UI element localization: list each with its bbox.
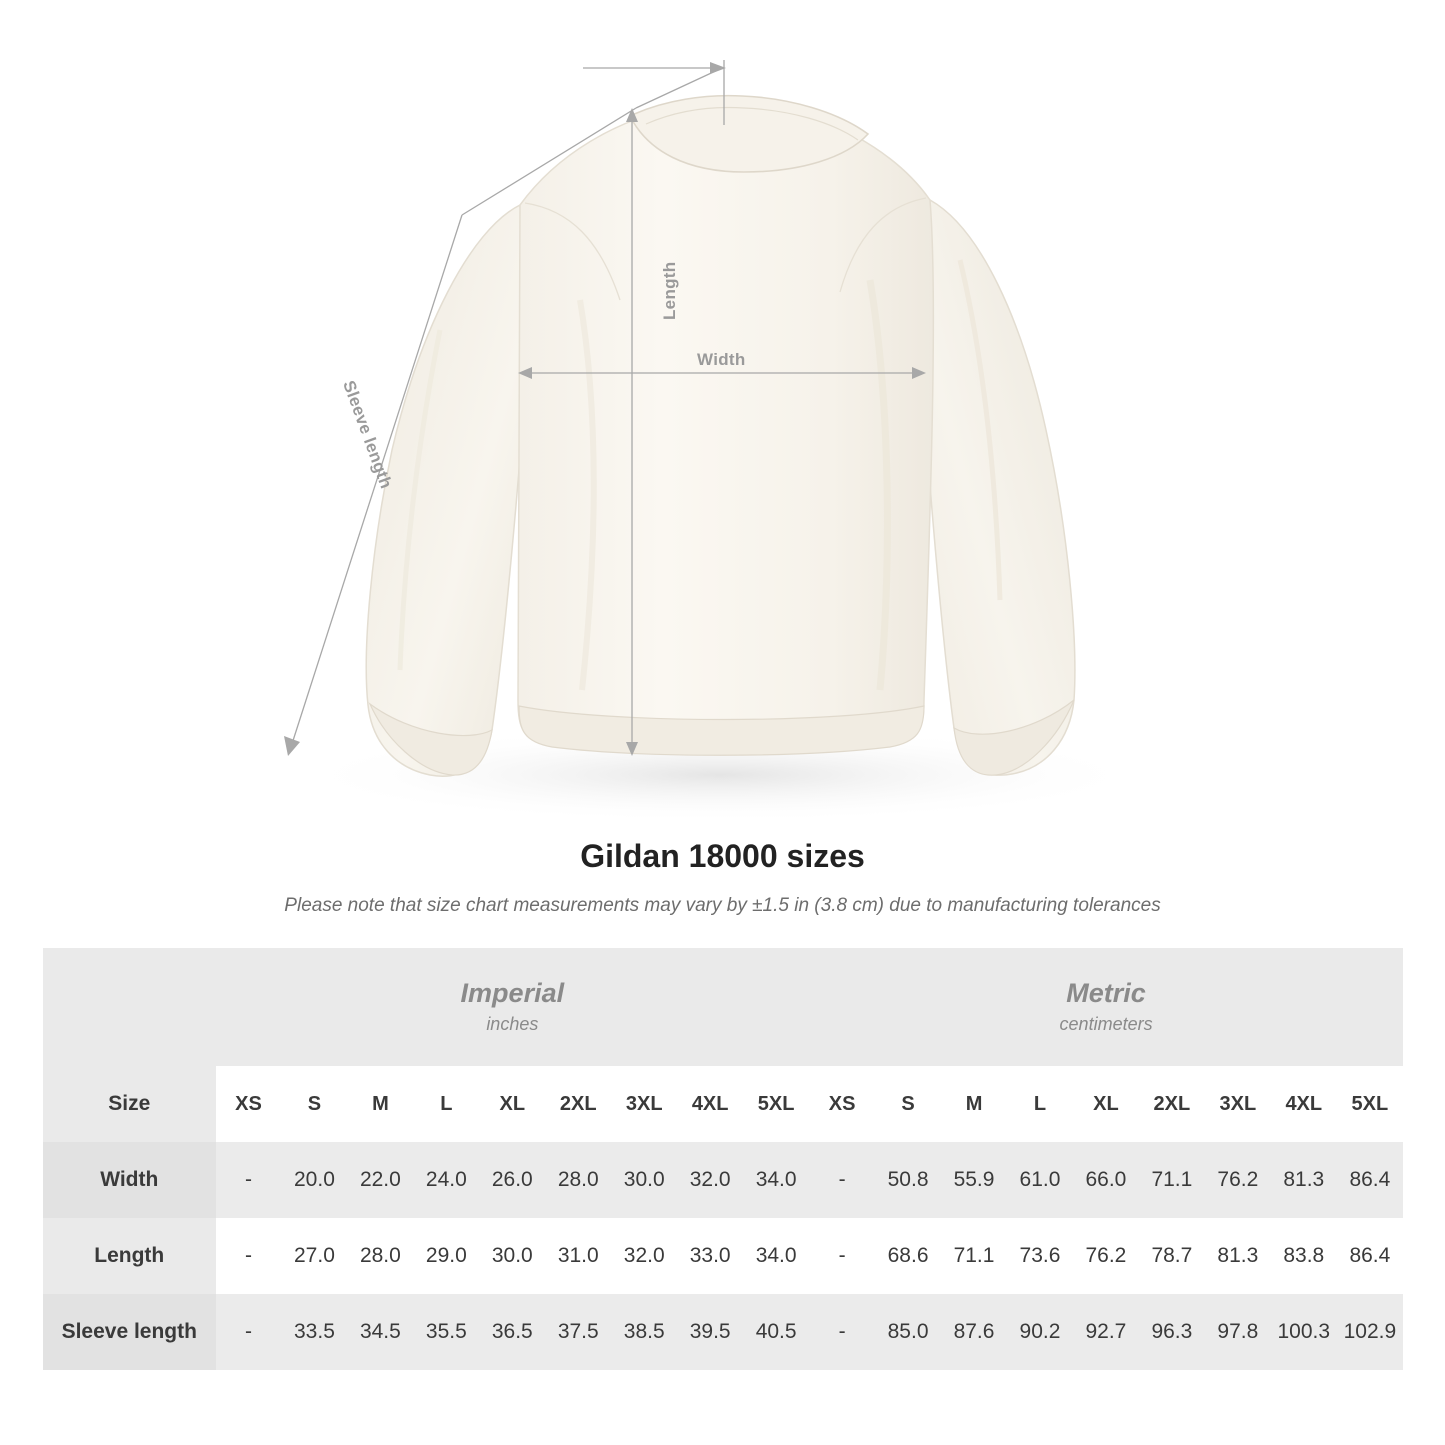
length-imp-7: 33.0 <box>677 1218 743 1294</box>
width-imp-5: 28.0 <box>545 1142 611 1218</box>
width-imp-8: 34.0 <box>743 1142 809 1218</box>
width-imp-4: 26.0 <box>479 1142 545 1218</box>
row-label-width: Width <box>43 1142 216 1218</box>
row-label-sleeve-length: Sleeve length <box>43 1294 216 1370</box>
sleeve-imp-4: 36.5 <box>479 1294 545 1370</box>
sleeve-met-6: 97.8 <box>1205 1294 1271 1370</box>
imperial-sub: inches <box>486 1014 539 1035</box>
sleeve-met-5: 96.3 <box>1139 1294 1205 1370</box>
sleeve-imp-3: 35.5 <box>413 1294 479 1370</box>
table-row-sleeve-length <box>43 1294 1403 1370</box>
width-imp-0: - <box>216 1142 282 1218</box>
sleeve-imp-8: 40.5 <box>743 1294 809 1370</box>
length-met-7: 83.8 <box>1271 1218 1337 1294</box>
size-met-7: 4XL <box>1271 1066 1337 1142</box>
size-chart-table <box>43 948 1403 1370</box>
width-dimension-label: Width <box>697 350 746 369</box>
sleeve-met-7: 100.3 <box>1271 1294 1337 1370</box>
sleeve-imp-6: 38.5 <box>611 1294 677 1370</box>
imperial-name: Imperial <box>460 977 565 1008</box>
size-met-4: XL <box>1073 1066 1139 1142</box>
sleeve-met-2: 87.6 <box>941 1294 1007 1370</box>
width-imp-3: 24.0 <box>413 1142 479 1218</box>
tolerance-note: Please note that size chart measurements may vary by ±1.5 in (3.8 cm) due to manufacturing tolerances <box>284 895 1161 916</box>
size-met-0: XS <box>809 1066 875 1142</box>
size-imp-1: S <box>281 1066 347 1142</box>
length-met-5: 78.7 <box>1139 1218 1205 1294</box>
size-met-8: 5XL <box>1337 1066 1403 1142</box>
width-met-8: 86.4 <box>1337 1142 1403 1218</box>
size-met-2: M <box>941 1066 1007 1142</box>
width-met-4: 66.0 <box>1073 1142 1139 1218</box>
size-imp-3: L <box>413 1066 479 1142</box>
sleeve-imp-5: 37.5 <box>545 1294 611 1370</box>
size-header-row <box>43 1066 1403 1142</box>
sleeve-imp-1: 33.5 <box>281 1294 347 1370</box>
table-row-length <box>43 1218 1403 1294</box>
sleeve-met-1: 85.0 <box>875 1294 941 1370</box>
sleeve-met-3: 90.2 <box>1007 1294 1073 1370</box>
length-met-8: 86.4 <box>1337 1218 1403 1294</box>
sleeve-met-4: 92.7 <box>1073 1294 1139 1370</box>
sleeve-imp-0: - <box>216 1294 282 1370</box>
size-met-5: 2XL <box>1139 1066 1205 1142</box>
sleeve-met-8: 102.9 <box>1337 1294 1403 1370</box>
width-met-1: 50.8 <box>875 1142 941 1218</box>
unit-header-row <box>43 948 1403 1066</box>
length-met-1: 68.6 <box>875 1218 941 1294</box>
sleeve-length-dimension-label: Sleeve length <box>339 378 396 492</box>
width-met-5: 71.1 <box>1139 1142 1205 1218</box>
sleeve-imp-7: 39.5 <box>677 1294 743 1370</box>
size-imp-2: M <box>347 1066 413 1142</box>
size-imp-4: XL <box>479 1066 545 1142</box>
size-imp-6: 3XL <box>611 1066 677 1142</box>
length-imp-4: 30.0 <box>479 1218 545 1294</box>
length-imp-6: 32.0 <box>611 1218 677 1294</box>
row-label-length: Length <box>43 1218 216 1294</box>
sleeve-met-0: - <box>809 1294 875 1370</box>
width-met-3: 61.0 <box>1007 1142 1073 1218</box>
length-met-2: 71.1 <box>941 1218 1007 1294</box>
length-imp-0: - <box>216 1218 282 1294</box>
length-imp-8: 34.0 <box>743 1218 809 1294</box>
length-met-0: - <box>809 1218 875 1294</box>
metric-sub: centimeters <box>1059 1014 1153 1035</box>
length-met-6: 81.3 <box>1205 1218 1271 1294</box>
unit-header-metric <box>809 948 1403 1066</box>
size-imp-5: 2XL <box>545 1066 611 1142</box>
metric-name: Metric <box>1066 977 1146 1008</box>
width-imp-6: 30.0 <box>611 1142 677 1218</box>
width-met-2: 55.9 <box>941 1142 1007 1218</box>
size-imp-8: 5XL <box>743 1066 809 1142</box>
table-row-width <box>43 1142 1403 1218</box>
page-title: Gildan 18000 sizes <box>580 838 865 874</box>
size-chart-table-wrap <box>43 948 1403 1370</box>
length-imp-2: 28.0 <box>347 1218 413 1294</box>
length-imp-3: 29.0 <box>413 1218 479 1294</box>
width-met-7: 81.3 <box>1271 1142 1337 1218</box>
length-imp-1: 27.0 <box>281 1218 347 1294</box>
unit-header-spacer <box>43 948 216 1066</box>
size-imp-0: XS <box>216 1066 282 1142</box>
length-met-3: 73.6 <box>1007 1218 1073 1294</box>
size-met-3: L <box>1007 1066 1073 1142</box>
length-imp-5: 31.0 <box>545 1218 611 1294</box>
size-imp-7: 4XL <box>677 1066 743 1142</box>
width-met-6: 76.2 <box>1205 1142 1271 1218</box>
width-imp-2: 22.0 <box>347 1142 413 1218</box>
length-dimension-label: Length <box>660 261 679 320</box>
width-met-0: - <box>809 1142 875 1218</box>
unit-header-imperial <box>216 948 810 1066</box>
width-imp-7: 32.0 <box>677 1142 743 1218</box>
length-met-4: 76.2 <box>1073 1218 1139 1294</box>
size-met-6: 3XL <box>1205 1066 1271 1142</box>
width-imp-1: 20.0 <box>281 1142 347 1218</box>
size-met-1: S <box>875 1066 941 1142</box>
sleeve-imp-2: 34.5 <box>347 1294 413 1370</box>
size-header-label: Size <box>43 1066 216 1142</box>
title-block <box>0 838 1445 917</box>
